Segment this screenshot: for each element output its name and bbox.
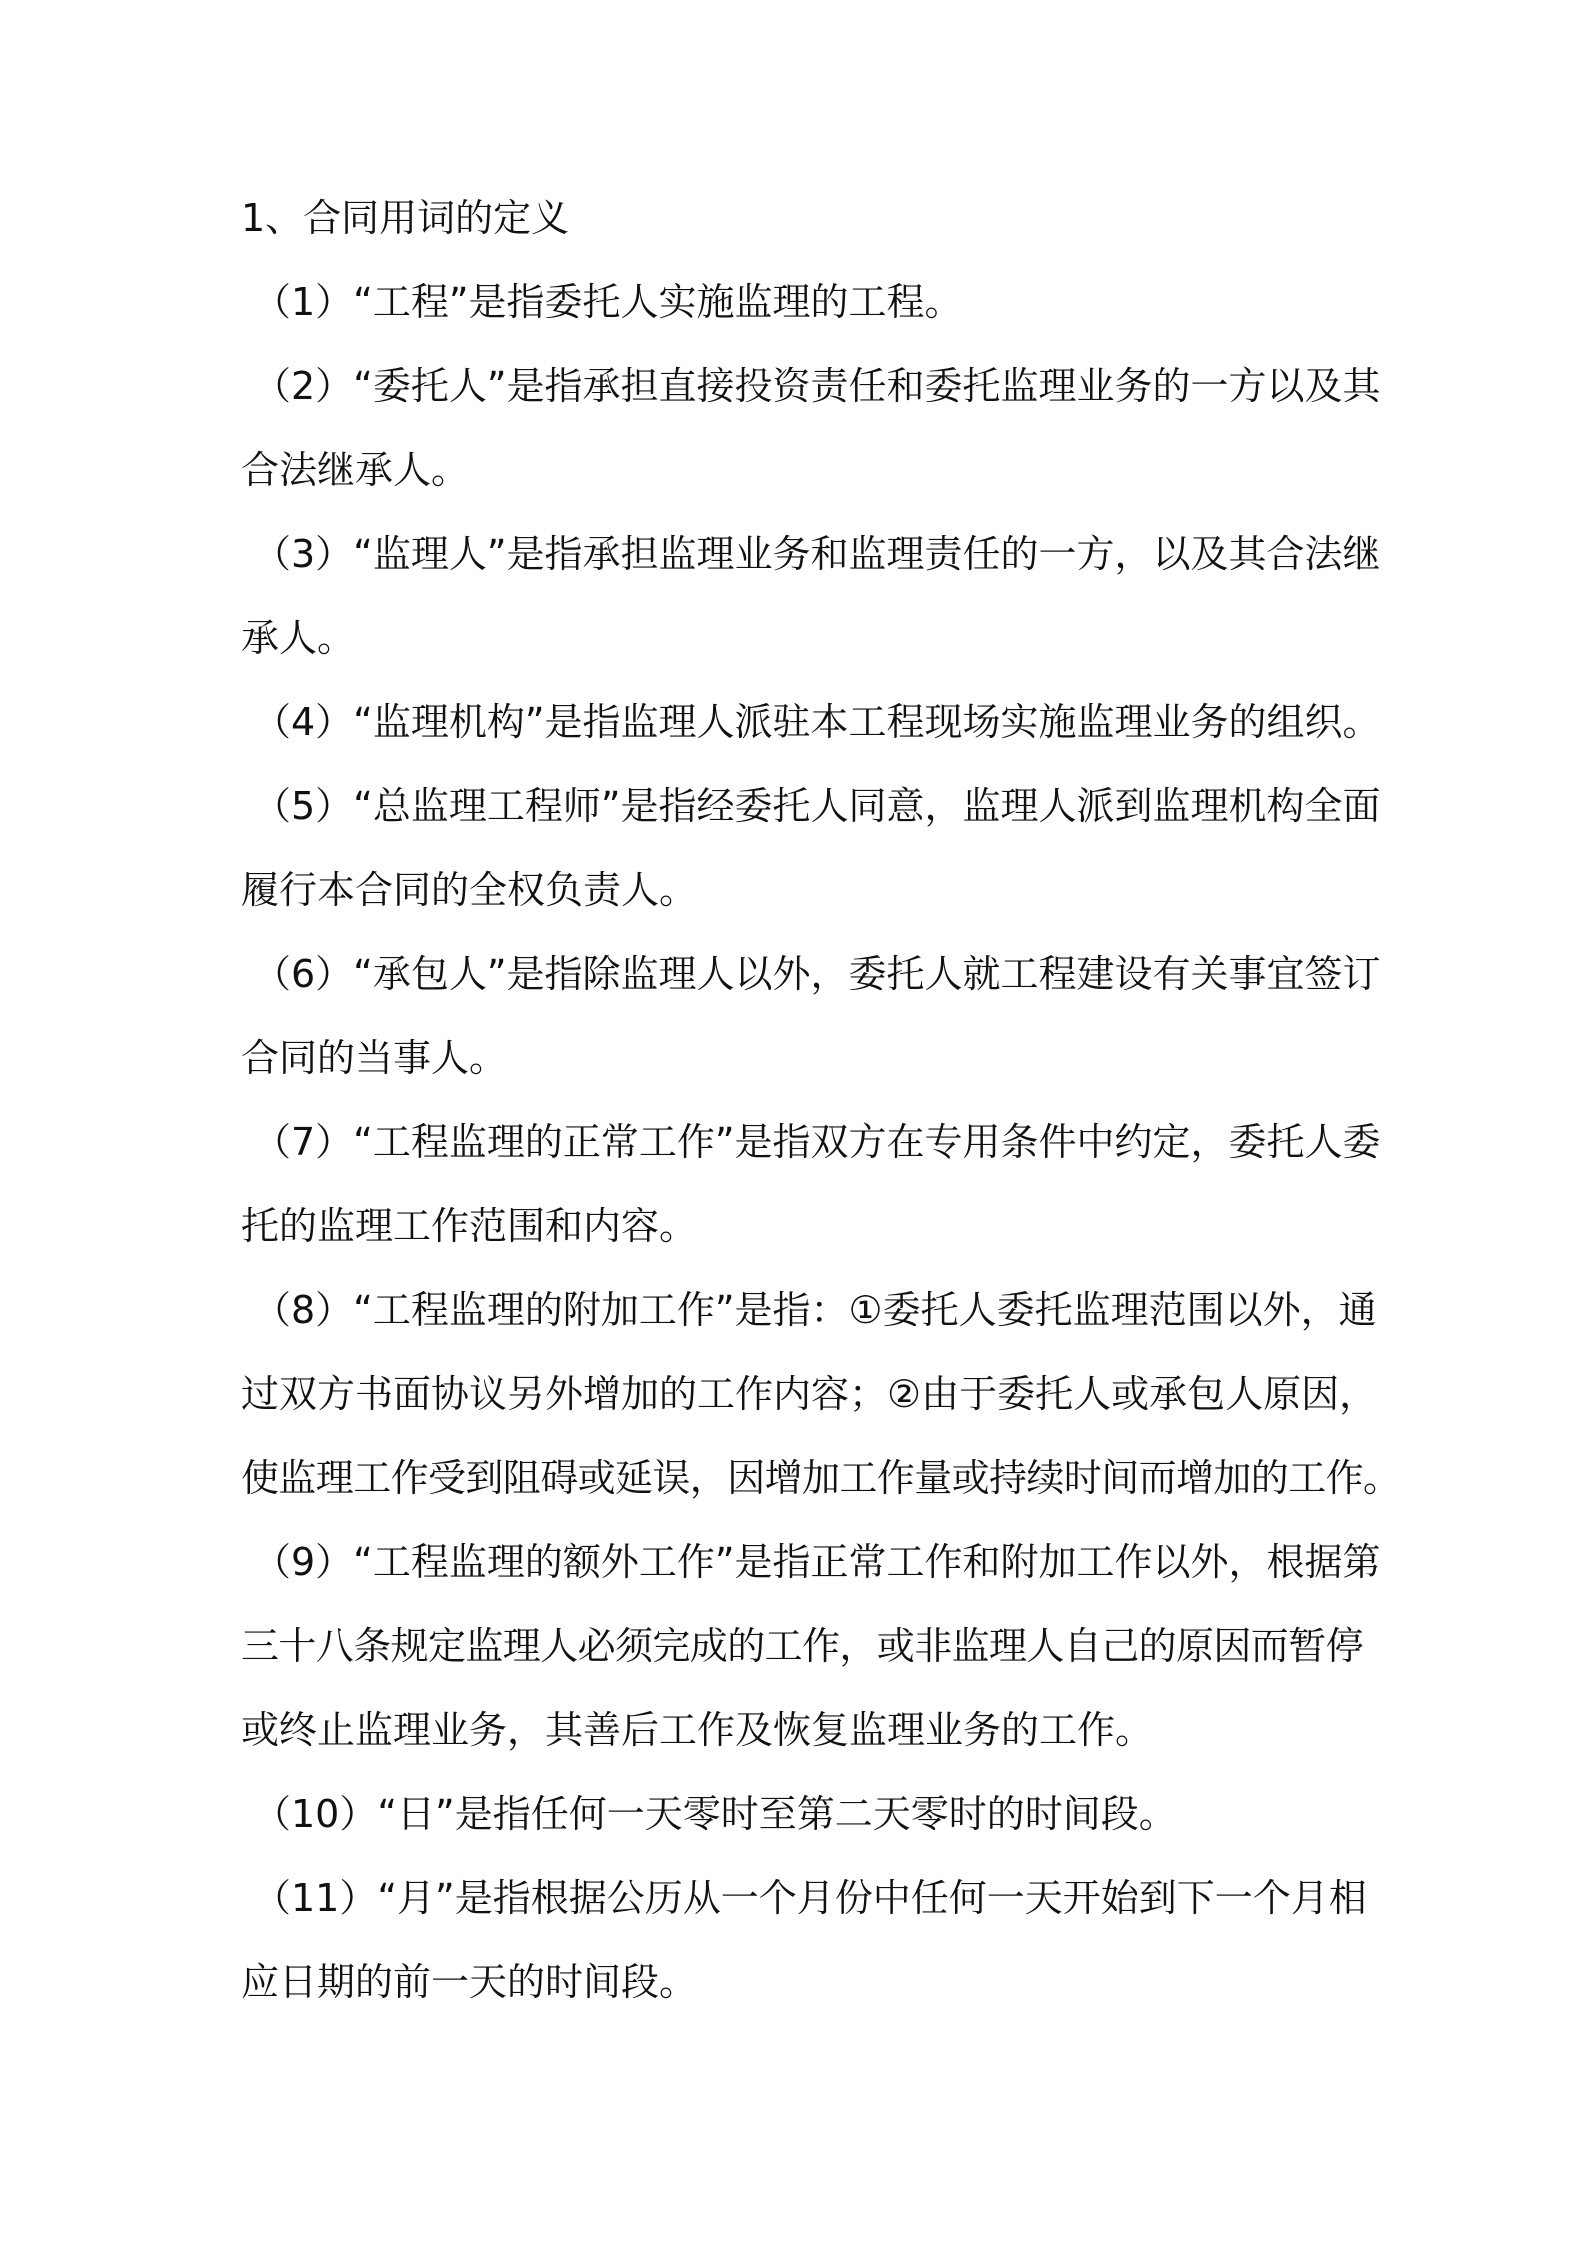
clause-5-line-1: （5）“总监理工程师”是指经委托人同意，监理人派到监理机构全面 (253, 784, 1381, 828)
clause-2-line-2: 合法继承人。 (241, 448, 470, 492)
clause-11-line-1: （11）“月”是指根据公历从一个月份中任何一天开始到下一个月相 (253, 1876, 1367, 1920)
clause-9-line-1: （9）“工程监理的额外工作”是指正常工作和附加工作以外，根据第 (253, 1540, 1381, 1584)
clause-4-line-1: （4）“监理机构”是指监理人派驻本工程现场实施监理业务的组织。 (253, 700, 1381, 744)
clause-8 (241, 1288, 1401, 1500)
clause-9 (241, 1540, 1381, 1752)
document-body (241, 196, 1401, 2044)
clause-10 (241, 1792, 1356, 1836)
clause-3-line-1: （3）“监理人”是指承担监理业务和监理责任的一方，以及其合法继 (253, 532, 1381, 576)
clause-10-line-1: （10）“日”是指任何一天零时至第二天零时的时间段。 (253, 1792, 1177, 1836)
clause-9-line-3: 或终止监理业务，其善后工作及恢复监理业务的工作。 (241, 1708, 1154, 1752)
clause-7-line-1: （7）“工程监理的正常工作”是指双方在专用条件中约定，委托人委 (253, 1120, 1381, 1164)
clause-9-line-2: 三十八条规定监理人必须完成的工作，或非监理人自己的原因而暂停 (241, 1624, 1364, 1668)
clause-6-line-2: 合同的当事人。 (241, 1036, 508, 1080)
clause-11 (241, 1876, 1367, 2004)
clause-8-line-2: 过双方书面协议另外增加的工作内容；②由于委托人或承包人原因， (241, 1372, 1378, 1416)
clause-8-line-3: 使监理工作受到阻碍或延误，因增加工作量或持续时间而增加的工作。 (241, 1456, 1401, 1500)
clause-5 (241, 784, 1381, 912)
clause-4 (241, 700, 1381, 744)
clause-6-line-1: （6）“承包人”是指除监理人以外，委托人就工程建设有关事宜签订 (253, 952, 1381, 996)
clause-3 (241, 532, 1381, 660)
clause-2-line-1: （2）“委托人”是指承担直接投资责任和委托监理业务的一方以及其 (253, 364, 1381, 408)
clause-7 (241, 1120, 1381, 1248)
clause-5-line-2: 履行本合同的全权负责人。 (241, 868, 698, 912)
clause-11-line-2: 应日期的前一天的时间段。 (241, 1960, 698, 2004)
clause-6 (241, 952, 1381, 1080)
clause-7-line-2: 托的监理工作范围和内容。 (241, 1204, 698, 1248)
clause-3-line-2: 承人。 (241, 616, 356, 660)
clause-1-line-1: （1）“工程”是指委托人实施监理的工程。 (253, 280, 963, 324)
section-heading: 1、合同用词的定义 (241, 196, 570, 240)
clause-8-line-1: （8）“工程监理的附加工作”是指：①委托人委托监理范围以外，通 (253, 1288, 1377, 1332)
clause-1 (241, 280, 1356, 324)
clause-2 (241, 364, 1381, 492)
